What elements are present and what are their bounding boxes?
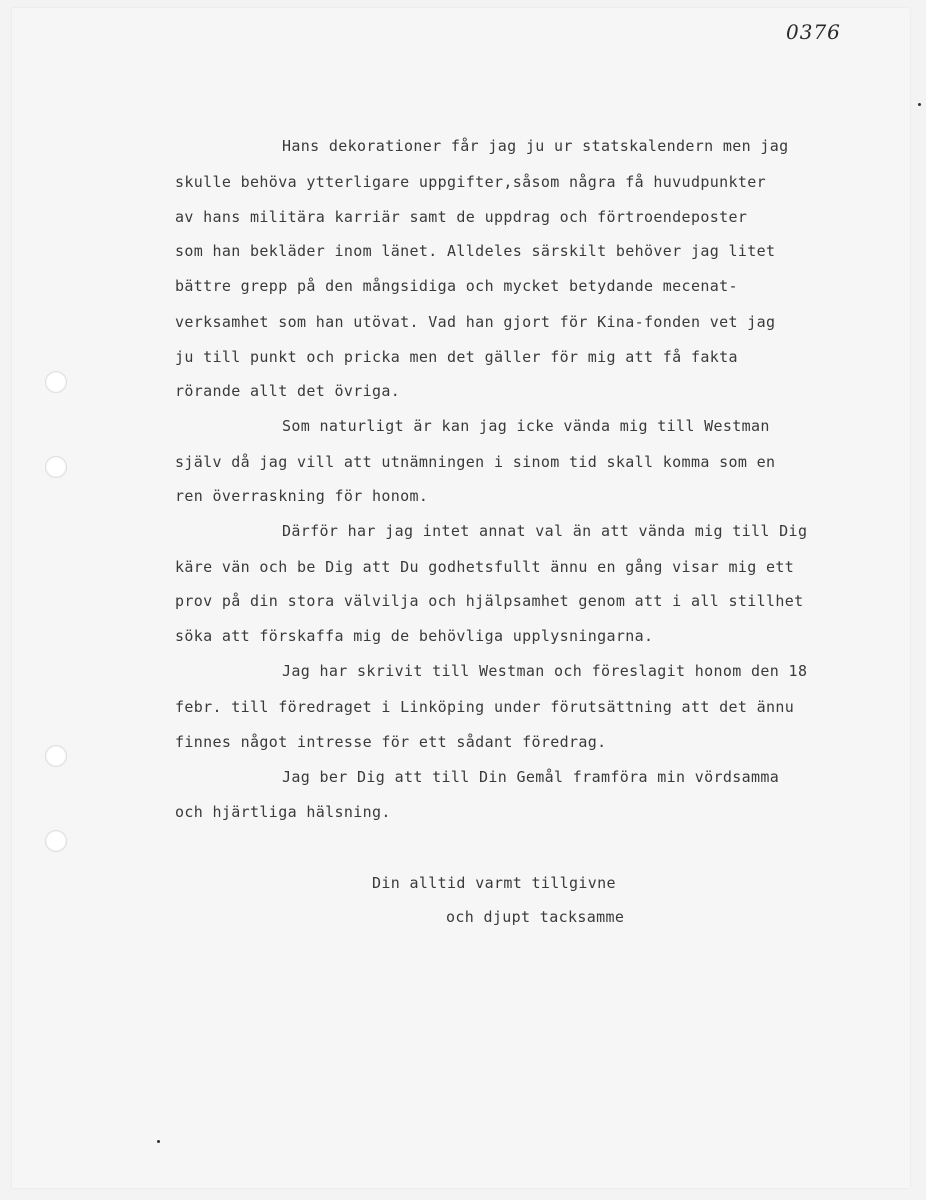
- letter-line: Hans dekorationer får jag ju ur statskalendern men jag: [282, 137, 789, 155]
- letter-line: själv då jag vill att utnämningen i sinom tid skall komma som en: [175, 453, 776, 471]
- punch-hole: [45, 830, 67, 852]
- archive-page-number: 0376: [786, 20, 841, 44]
- letter-line: skulle behöva ytterligare uppgifter,såsom några få huvudpunkter: [175, 173, 766, 191]
- letter-line: Jag har skrivit till Westman och föreslagit honom den 18: [282, 662, 808, 680]
- closing-line: och djupt tacksamme: [446, 908, 625, 926]
- letter-line: prov på din stora välvilja och hjälpsamhet genom att i all stillhet: [175, 592, 804, 610]
- letter-line: rörande allt det övriga.: [175, 382, 401, 400]
- scan-speck: [157, 1140, 160, 1143]
- letter-line: finnes något intresse för ett sådant föredrag.: [175, 733, 607, 751]
- letter-line: Som naturligt är kan jag icke vända mig till Westman: [282, 417, 770, 435]
- letter-line: Jag ber Dig att till Din Gemål framföra min vördsamma: [282, 768, 780, 786]
- punch-hole: [45, 371, 67, 393]
- letter-line: som han bekläder inom länet. Alldeles särskilt behöver jag litet: [175, 242, 776, 260]
- scan-speck: [918, 103, 921, 106]
- letter-line: ju till punkt och pricka men det gäller för mig att få fakta: [175, 348, 738, 366]
- closing-line: Din alltid varmt tillgivne: [372, 874, 616, 892]
- letter-line: Därför har jag intet annat val än att vända mig till Dig: [282, 522, 808, 540]
- punch-hole: [45, 456, 67, 478]
- letter-line: bättre grepp på den mångsidiga och mycket betydande mecenat-: [175, 277, 738, 295]
- punch-hole: [45, 745, 67, 767]
- letter-line: verksamhet som han utövat. Vad han gjort för Kina-fonden vet jag: [175, 313, 776, 331]
- letter-line: käre vän och be Dig att Du godhetsfullt ännu en gång visar mig ett: [175, 558, 795, 576]
- letter-line: och hjärtliga hälsning.: [175, 803, 391, 821]
- letter-line: ren överraskning för honom.: [175, 487, 429, 505]
- letter-line: av hans militära karriär samt de uppdrag och förtroendeposter: [175, 208, 748, 226]
- letter-line: febr. till föredraget i Linköping under förutsättning att det ännu: [175, 698, 795, 716]
- letter-line: söka att förskaffa mig de behövliga upplysningarna.: [175, 627, 654, 645]
